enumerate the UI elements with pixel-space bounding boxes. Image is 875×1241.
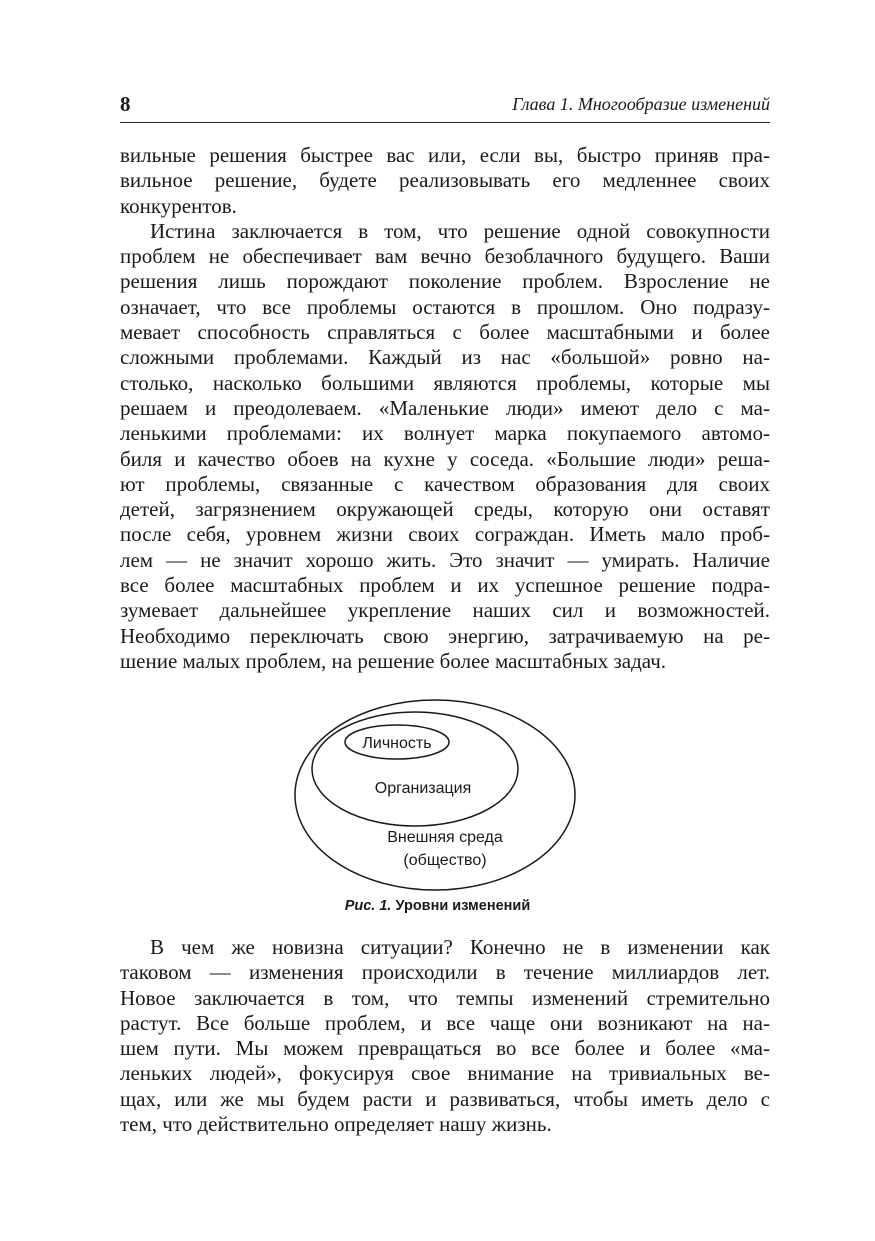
text-line: ют проблемы, связанные с качеством образования для своих	[120, 471, 770, 496]
text-line: столько, насколько большими являются проблемы, которые мы	[120, 370, 770, 395]
page-number: 8	[120, 92, 131, 116]
chapter-title: Глава 1. Многообразие изменений	[512, 94, 770, 114]
text-line: означает, что все проблемы остаются в прошлом. Оно подразу-	[120, 294, 770, 319]
body-text-bottom	[120, 935, 770, 1137]
text-line: леньких людей», фокусируя свое внимание на тривиальных ве-	[120, 1061, 770, 1086]
text-line: шем пути. Мы можем превращаться во все более и более «ма-	[120, 1036, 770, 1061]
text-line: шение малых проблем, на решение более масштабных задач.	[120, 648, 667, 673]
text-line: лем — не значит хорошо жить. Это значит — умирать. Наличие	[120, 547, 770, 572]
text-line: ленькими проблемами: их волнует марка покупаемого автомо-	[120, 421, 770, 446]
text-line: растут. Все больше проблем, и все чаще они возникают на на-	[120, 1010, 770, 1035]
text-line: проблем не обеспечивает вам вечно безоблачного будущего. Ваши	[120, 244, 770, 269]
figure-caption	[0, 898, 875, 914]
text-line: В чем же новизна ситуации? Конечно не в изменении как	[150, 935, 770, 959]
levels-diagram	[290, 695, 590, 895]
text-line: все более масштабных проблем и их успешное решение подра-	[120, 573, 770, 598]
running-header	[120, 92, 770, 123]
text-line: детей, загрязнением окружающей среды, которую они оставят	[120, 497, 770, 522]
caption-prefix: Рис. 1.	[344, 898, 392, 914]
label-organization: Организация	[374, 780, 472, 797]
text-line: щах, или же мы будем расти и развиваться, чтобы иметь дело с	[120, 1086, 770, 1111]
text-line: после себя, уровнем жизни своих сограждан. Иметь мало проб-	[120, 522, 770, 547]
text-line: таковом — изменения происходили в течение миллиардов лет.	[120, 960, 770, 985]
text-line: зумевает дальнейшее укрепление наших сил и возможностей.	[120, 598, 770, 623]
text-line: Необходимо переключать свою энергию, затрачиваемую на ре-	[120, 623, 770, 648]
middle-ellipse	[312, 712, 518, 826]
caption-text: Уровни изменений	[395, 898, 531, 914]
text-line: решаем и преодолеваем. «Маленькие люди» имеют дело с ма-	[120, 395, 770, 420]
label-personality: Личность	[362, 735, 432, 752]
text-line: решения лишь порождают поколение проблем. Взросление не	[120, 269, 770, 294]
text-line: сложными проблемами. Каждый из нас «большой» ровно на-	[120, 345, 770, 370]
label-environment-2: (общество)	[403, 852, 487, 869]
text-line: Истина заключается в том, что решение одной совокупности	[150, 218, 770, 243]
text-line: вильное решение, будете реализовывать его медленнее своих	[120, 168, 770, 193]
text-line: тем, что действительно определяет нашу жизнь.	[120, 1112, 552, 1137]
text-line: Новое заключается в том, что темпы изменений стремительно	[120, 985, 770, 1010]
text-line: вильные решения быстрее вас или, если вы, быстро приняв пра-	[120, 143, 770, 167]
text-line: мевает способность справляться с более масштабными и более	[120, 320, 770, 345]
text-line: биля и качество обоев на кухне у соседа. «Большие люди» реша-	[120, 446, 770, 471]
body-text-top	[120, 143, 770, 674]
label-environment-1: Внешняя среда	[387, 829, 503, 846]
text-line: конкурентов.	[120, 193, 237, 218]
